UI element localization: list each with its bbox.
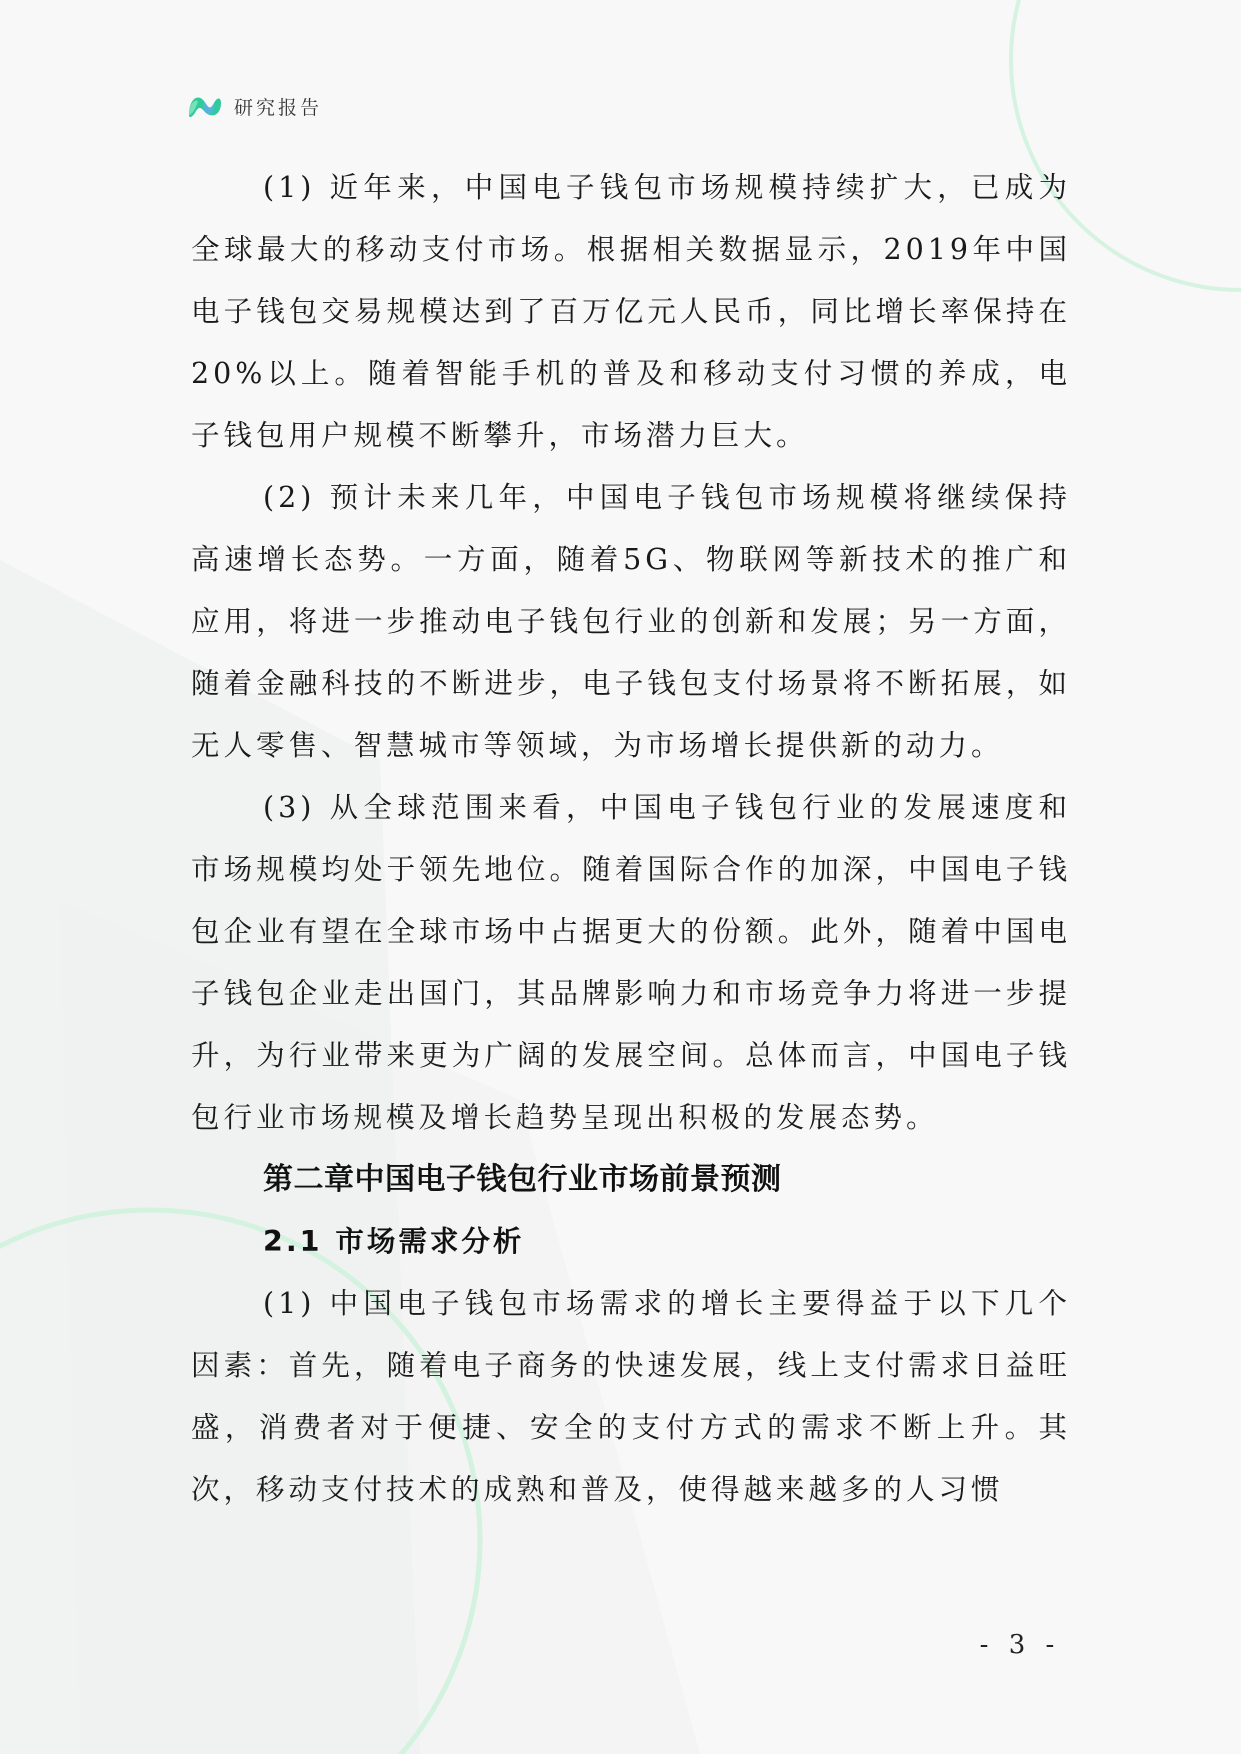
page-number: - 3 - [979, 1630, 1061, 1660]
report-header [186, 86, 322, 126]
section-paragraph: (1) 中国电子钱包市场需求的增长主要得益于以下几个因素：首先，随着电子商务的快速发展，线上支付需求日益旺盛，消费者对于便捷、安全的支付方式的需求不断上升。其次，移动支付技术的成熟和普及，使得越来越多的人习惯 [191, 1287, 1071, 1506]
section-heading: 2.1 市场需求分析 [263, 1225, 525, 1258]
paragraph-3: (3) 从全球范围来看，中国电子钱包行业的发展速度和市场规模均处于领先地位。随着国际合作的加深，中国电子钱包企业有望在全球市场中占据更大的份额。此外，随着中国电子钱包企业走出国门，其品牌影响力和市场竞争力将进一步提升，为行业带来更为广阔的发展空间。总体而言，中国电子钱包行业市场规模及增长趋势呈现出积极的发展态势。 [191, 791, 1071, 1134]
brand-logo-icon [186, 89, 224, 123]
paragraph-2: (2) 预计未来几年，中国电子钱包市场规模将继续保持高速增长态势。一方面，随着5G、物联网等新技术的推广和应用，将进一步推动电子钱包行业的创新和发展；另一方面，随着金融科技的不断进步，电子钱包支付场景将不断拓展，如无人零售、智慧城市等领域，为市场增长提供新的动力。 [191, 481, 1071, 762]
paragraph-1: (1) 近年来，中国电子钱包市场规模持续扩大，已成为全球最大的移动支付市场。根据相关数据显示，2019年中国电子钱包交易规模达到了百万亿元人民币，同比增长率保持在20%以上。随着智能手机的普及和移动支付习惯的养成，电子钱包用户规模不断攀升，市场潜力巨大。 [191, 171, 1071, 452]
header-title: 研究报告 [234, 96, 323, 119]
document-body [191, 157, 1071, 1521]
chapter-heading: 第二章中国电子钱包行业市场前景预测 [263, 1162, 782, 1197]
